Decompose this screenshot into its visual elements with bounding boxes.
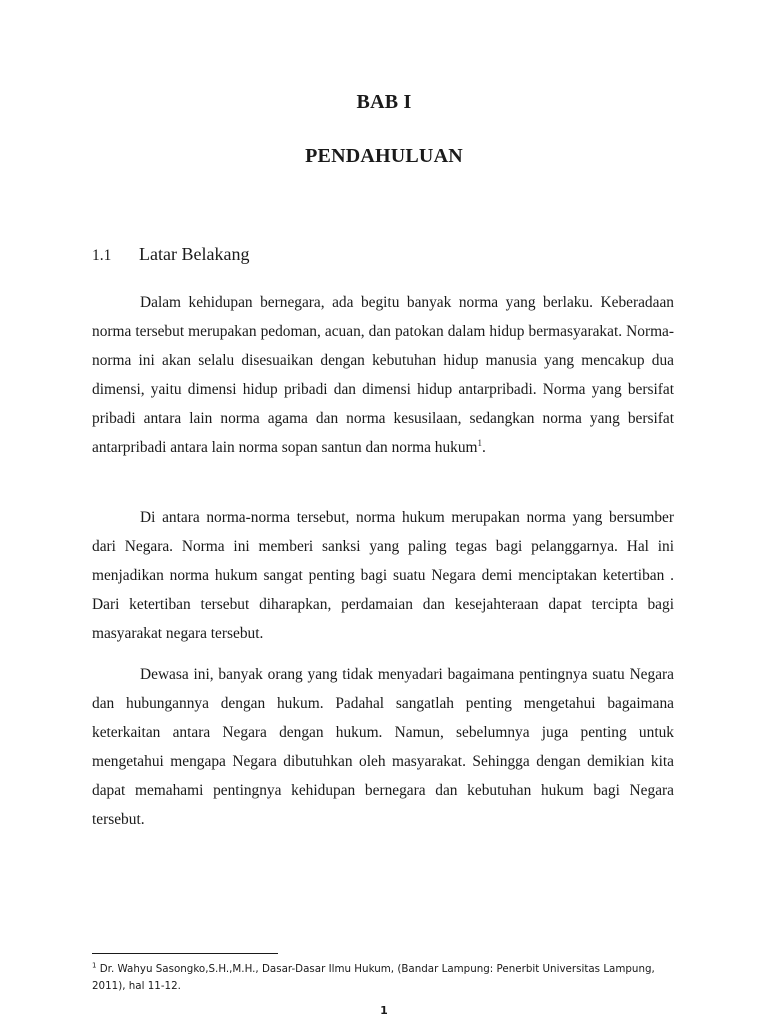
section-title: Latar Belakang xyxy=(139,244,250,264)
paragraph-1 xyxy=(92,288,674,462)
footnote-text: Dr. Wahyu Sasongko,S.H.,M.H., Dasar-Dasar Ilmu Hukum, (Bandar Lampung: Penerbit Universitas Lampung, 2011), hal 11-12. xyxy=(92,963,655,992)
page-number: 1 xyxy=(380,1004,388,1017)
chapter-number: BAB I xyxy=(356,91,412,113)
paragraph-1-text: Dalam kehidupan bernegara, ada begitu banyak norma yang berlaku. Keberadaan norma tersebut merupakan pedoman, acuan, dan patokan dalam hidup bermasyarakat. Norma-norma ini akan selalu disesuaikan dengan kebutuhan hidup manusia yang mencakup dua dimensi, yaitu dimensi hidup pribadi dan dimensi hidup antarpribadi. Norma yang bersifat pribadi antara lain norma agama dan norma kesusilaan, sedangkan norma yang bersifat antarpribadi antara lain norma sopan santun dan norma hukum xyxy=(92,294,674,456)
section-heading xyxy=(92,244,249,265)
footnote-reference[interactable]: 1 xyxy=(477,437,483,448)
section-number: 1.1 xyxy=(92,247,112,264)
footnote-marker: 1 xyxy=(92,961,97,970)
paragraph-2: Di antara norma-norma tersebut, norma hukum merupakan norma yang bersumber dari Negara. Norma ini memberi sanksi yang paling tegas bagi pelanggarnya. Hal ini menjadikan norma hukum sangat penting bagi suatu Negara demi menciptakan ketertiban . Dari ketertiban tersebut diharapkan, perdamaian dan kesejahteraan dapat tercipta bagi masyarakat negara tersebut. xyxy=(92,509,674,642)
footnote-separator xyxy=(92,953,278,954)
paragraph-3: Dewasa ini, banyak orang yang tidak menyadari bagaimana pentingnya suatu Negara dan hubungannya dengan hukum. Padahal sangatlah penting mengetahui bagaimana keterkaitan antara Negara dengan hukum. Namun, sebelumnya juga penting untuk mengetahui mengapa Negara dibutuhkan oleh masyarakat. Sehingga dengan demikian kita dapat memahami pentingnya kehidupan bernegara dan kebutuhan hukum bagi Negara tersebut. xyxy=(92,666,674,828)
chapter-title: PENDAHULUAN xyxy=(305,145,463,167)
paragraph-1-end: . xyxy=(482,439,486,456)
footnote xyxy=(92,961,682,995)
